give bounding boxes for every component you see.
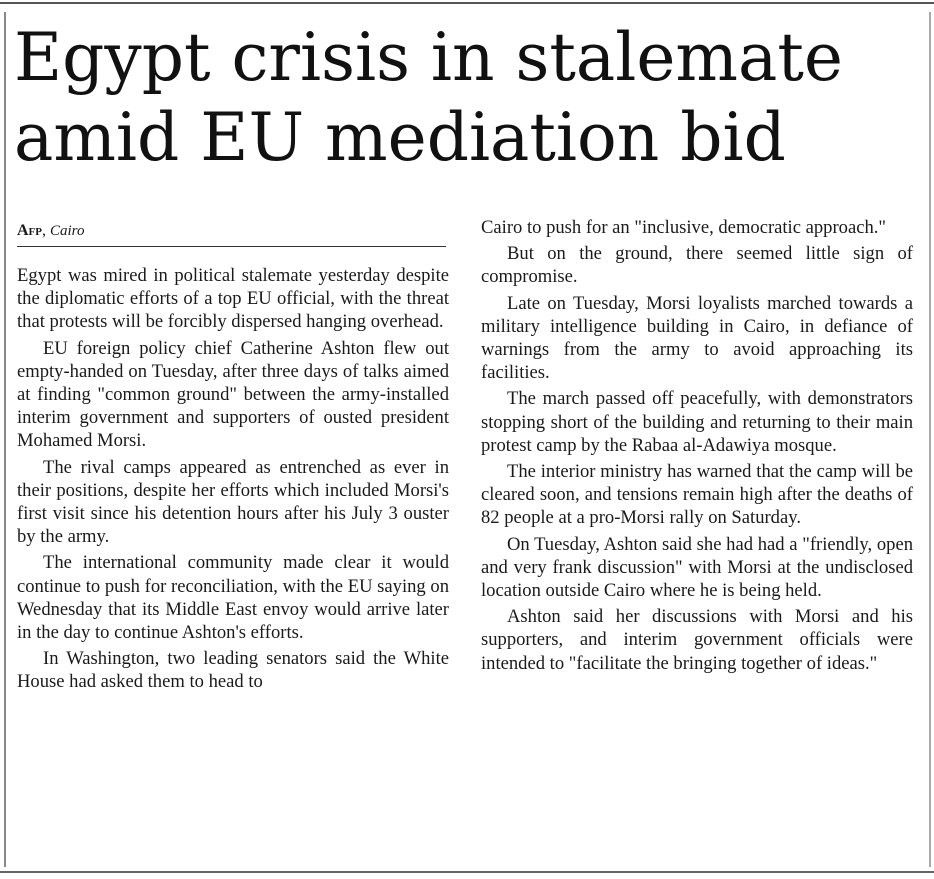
- paragraph: The march passed off peacefully, with demonstrators stopping short of the building and returning to their main protest camp by the Rabaa al-Adawiya mosque.: [481, 388, 913, 456]
- paragraph: EU foreign policy chief Catherine Ashton flew out empty-handed on Tuesday, after three days of talks aimed at finding "common ground" between the army-installed interim government and supporters of ousted president Mohamed Morsi.: [17, 337, 449, 452]
- right-column: [481, 216, 913, 678]
- top-border: [0, 2, 934, 4]
- byline-separator: ,: [42, 222, 46, 239]
- paragraph: Egypt was mired in political stalemate yesterday despite the diplomatic efforts of a top EU official, with the threat that protests will be forcibly dispersed hanging overhead.: [17, 265, 449, 333]
- paragraph: The rival camps appeared as entrenched as ever in their positions, despite her efforts which included Morsi's first visit since his detention hours after his July 3 ouster by the army.: [17, 456, 449, 548]
- paragraph: In Washington, two leading senators said the White House had asked them to head to: [17, 648, 449, 693]
- paragraph: But on the ground, there seemed little sign of compromise.: [481, 243, 913, 288]
- paragraph: On Tuesday, Ashton said she had had a "friendly, open and very frank discussion" with Morsi at the undisclosed location outside Cairo where he is being held.: [481, 533, 913, 602]
- left-column: [17, 264, 449, 697]
- byline-place: Cairo: [50, 223, 85, 239]
- paragraph-continued: Cairo to push for an "inclusive, democratic approach.": [481, 217, 887, 238]
- paragraph: The international community made clear it would continue to push for reconciliation, with the EU saying on Wednesday that its Middle East envoy would arrive later in the day to continue Ashton's efforts.: [17, 552, 449, 644]
- byline: [17, 221, 84, 241]
- byline-agency: Afp: [17, 222, 42, 239]
- bottom-border: [0, 871, 934, 873]
- paragraph: Late on Tuesday, Morsi loyalists marched towards a military intelligence building in Cairo, in defiance of warnings from the army to avoid approaching its facilities.: [481, 292, 913, 384]
- byline-rule: [17, 246, 446, 247]
- paragraph: The interior ministry has warned that the camp will be cleared soon, and tensions remain high after the deaths of 82 people at a pro-Morsi rally on Saturday.: [481, 461, 913, 529]
- headline: Egypt crisis in stalemate amid EU mediation bid: [14, 19, 843, 176]
- left-border: [4, 12, 6, 867]
- paragraph: Ashton said her discussions with Morsi and his supporters, and interim government officials were intended to "facilitate the bringing together of ideas.": [481, 606, 913, 674]
- right-border: [929, 12, 931, 867]
